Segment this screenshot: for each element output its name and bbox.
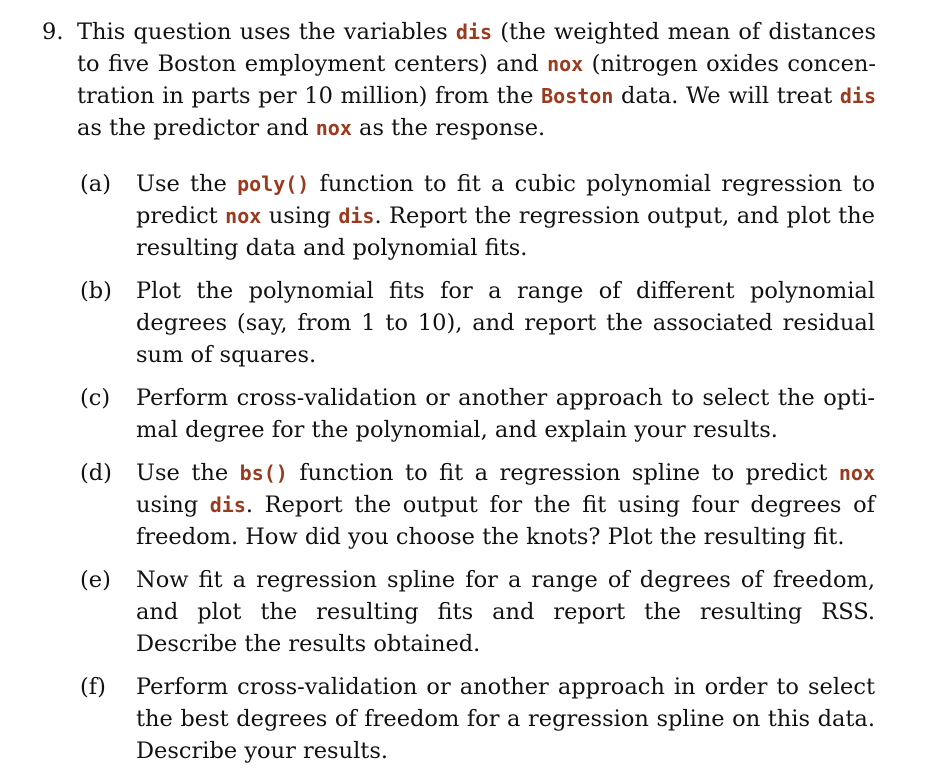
code-variable: nox [838, 461, 875, 485]
problem-number: 9. [42, 19, 64, 45]
code-variable: nox [315, 116, 352, 140]
sub-question-b [80, 275, 875, 371]
code-variable: dis [455, 20, 493, 44]
code-variable: dis [209, 493, 246, 517]
sub-question-text: Perform cross-validation or another approach in order to select the best degrees of freedom for a regression spline on this data. Describe your results. [136, 674, 875, 764]
sub-question-a [80, 168, 875, 264]
sub-question-text: Use the bs() function to fit a regression spline to predict nox using dis. Report the output for the fit using four degrees of freedom. How did you choose the knots? Plot the resulting fit. [136, 460, 875, 550]
sub-question-label: (c) [80, 385, 111, 411]
sub-questions-list [80, 168, 875, 778]
code-variable: dis [839, 84, 877, 108]
sub-question-label: (e) [80, 567, 111, 593]
sub-question-label: (b) [80, 278, 112, 304]
problem-9 [42, 16, 878, 144]
sub-question-text: Perform cross-validation or another approach to select the optimal degree for the polynomial, and explain your results. [136, 385, 875, 443]
sub-question-text: Use the poly() function to fit a cubic polynomial regression to predict nox using dis. Report the regression output, and plot the resulting data and polynomial fits. [136, 171, 875, 261]
sub-question-d [80, 457, 875, 553]
sub-question-label: (a) [80, 171, 111, 197]
problem-statement: This question uses the variables dis (the weighted mean of distances to five Boston employment centers) and nox (nitrogen oxides concentration in parts per 10 million) from the Boston data. We will treat dis as the predictor and nox as the response. [77, 19, 877, 141]
code-variable: poly() [237, 172, 310, 196]
code-variable: nox [225, 204, 262, 228]
sub-question-label: (f) [80, 674, 106, 700]
sub-question-label: (d) [80, 460, 112, 486]
sub-question-e [80, 564, 875, 660]
sub-question-text: Now fit a regression spline for a range of degrees of freedom, and plot the resulting fits and report the resulting RSS. Describe the results obtained. [136, 567, 875, 657]
sub-question-f [80, 671, 875, 767]
code-variable: nox [547, 52, 584, 76]
code-variable: bs() [239, 461, 288, 485]
sub-question-c [80, 382, 875, 446]
code-variable: dis [338, 204, 375, 228]
code-variable: Boston [541, 84, 614, 108]
sub-question-text: Plot the polynomial fits for a range of different polynomial degrees (say, from 1 to 10), and report the associated residual sum of squares. [136, 278, 875, 368]
